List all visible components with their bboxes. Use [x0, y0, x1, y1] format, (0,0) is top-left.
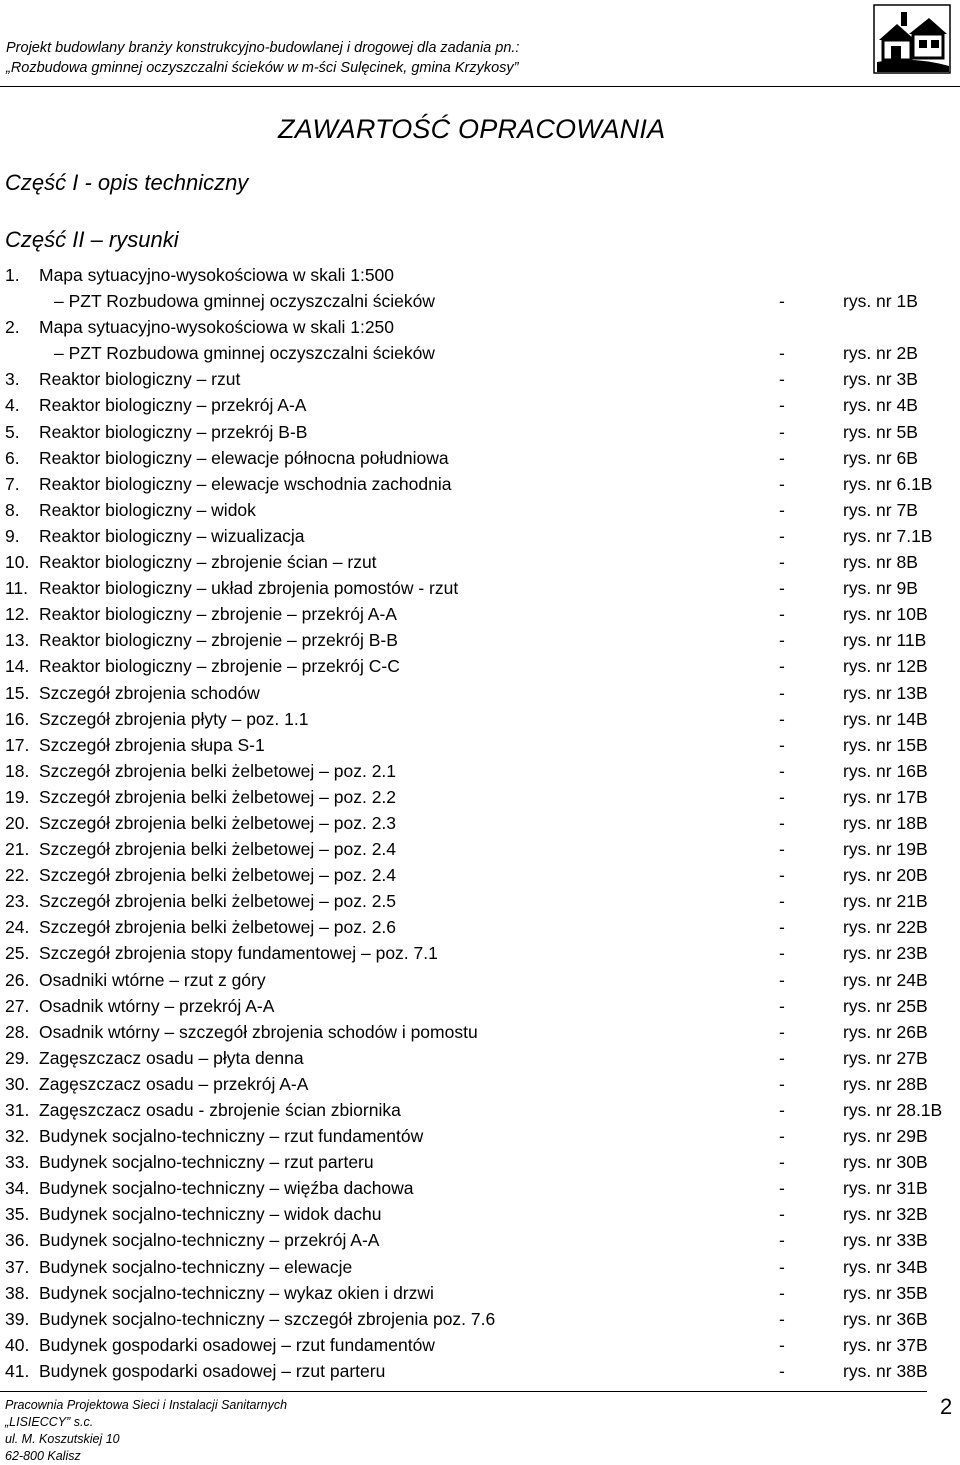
- item-number: 17.: [5, 734, 30, 755]
- footer-address: [5, 1397, 287, 1465]
- item-drawing-ref: rys. nr 4B: [843, 395, 918, 416]
- item-dash: -: [779, 499, 785, 520]
- item-dash: -: [779, 865, 785, 886]
- item-drawing-ref: rys. nr 5B: [843, 421, 918, 442]
- list-item: [5, 706, 957, 732]
- item-text: Szczegół zbrojenia belki żelbetowej – poz. 2.5: [39, 891, 397, 912]
- item-dash: -: [779, 1256, 785, 1277]
- item-drawing-ref: rys. nr 7.1B: [843, 525, 933, 546]
- item-text: Reaktor biologiczny – przekrój A-A: [39, 395, 307, 416]
- item-dash: -: [779, 1308, 785, 1329]
- item-dash: -: [779, 812, 785, 833]
- item-text: Reaktor biologiczny – widok: [39, 499, 256, 520]
- item-drawing-ref: rys. nr 37B: [843, 1334, 928, 1355]
- item-text: Szczegół zbrojenia belki żelbetowej – poz. 2.4: [39, 865, 397, 886]
- footer-line-3: ul. M. Koszutskiej 10: [5, 1432, 120, 1446]
- list-item: [5, 1306, 957, 1332]
- list-item: [5, 1201, 957, 1227]
- item-text: Reaktor biologiczny – elewacje wschodnia zachodnia: [39, 473, 452, 494]
- item-number: 28.: [5, 1021, 30, 1042]
- item-drawing-ref: rys. nr 25B: [843, 995, 928, 1016]
- list-item: [5, 1175, 957, 1201]
- list-item: [5, 366, 957, 392]
- item-drawing-ref: rys. nr 13B: [843, 682, 928, 703]
- list-item: [5, 653, 957, 679]
- item-text: Budynek socjalno-techniczny – widok dachu: [39, 1204, 382, 1225]
- item-text: – PZT Rozbudowa gminnej oczyszczalni ścieków: [54, 343, 435, 364]
- item-drawing-ref: rys. nr 15B: [843, 734, 928, 755]
- list-item: [5, 1358, 957, 1384]
- list-item: [5, 340, 957, 366]
- item-drawing-ref: rys. nr 3B: [843, 369, 918, 390]
- item-text: Budynek socjalno-techniczny – więźba dachowa: [39, 1178, 414, 1199]
- item-drawing-ref: rys. nr 30B: [843, 1152, 928, 1173]
- item-drawing-ref: rys. nr 24B: [843, 969, 928, 990]
- item-text: Reaktor biologiczny – zbrojenie – przekrój A-A: [39, 604, 397, 625]
- item-number: 14.: [5, 656, 30, 677]
- item-number: 23.: [5, 891, 30, 912]
- list-item: [5, 575, 957, 601]
- list-item: [5, 1071, 957, 1097]
- item-dash: -: [779, 552, 785, 573]
- list-item: [5, 523, 957, 549]
- item-text: Osadniki wtórne – rzut z góry: [39, 969, 266, 990]
- list-item: [5, 549, 957, 575]
- item-number: 39.: [5, 1308, 30, 1329]
- list-item: [5, 836, 957, 862]
- item-dash: -: [779, 995, 785, 1016]
- item-dash: -: [779, 682, 785, 703]
- item-dash: -: [779, 395, 785, 416]
- item-number: 22.: [5, 865, 30, 886]
- item-text: Reaktor biologiczny – układ zbrojenia pomostów - rzut: [39, 578, 459, 599]
- item-drawing-ref: rys. nr 32B: [843, 1204, 928, 1225]
- item-number: 41.: [5, 1360, 30, 1381]
- item-number: 15.: [5, 682, 30, 703]
- footer-line-2: „LISIECCY” s.c.: [5, 1415, 94, 1429]
- item-text: Szczegół zbrojenia płyty – poz. 1.1: [39, 708, 309, 729]
- item-number: 7.: [5, 473, 20, 494]
- item-drawing-ref: rys. nr 38B: [843, 1360, 928, 1381]
- list-item: [5, 419, 957, 445]
- list-item: [5, 967, 957, 993]
- item-drawing-ref: rys. nr 31B: [843, 1178, 928, 1199]
- item-number: 1.: [5, 265, 20, 285]
- document-header: [6, 38, 866, 78]
- item-text: Szczegół zbrojenia słupa S-1: [39, 734, 265, 755]
- item-text: Osadnik wtórny – szczegół zbrojenia schodów i pomostu: [39, 1021, 478, 1042]
- item-number: 30.: [5, 1073, 30, 1094]
- item-text: Budynek socjalno-techniczny – rzut parteru: [39, 1152, 374, 1173]
- list-item: [5, 1254, 957, 1280]
- item-dash: -: [779, 1100, 785, 1120]
- list-item: [5, 497, 957, 523]
- item-text: Mapa sytuacyjno-wysokościowa w skali 1:500: [39, 265, 395, 285]
- item-drawing-ref: rys. nr 29B: [843, 1126, 928, 1147]
- item-drawing-ref: rys. nr 23B: [843, 943, 928, 964]
- list-item: [5, 262, 957, 288]
- item-dash: -: [779, 1152, 785, 1173]
- item-dash: -: [779, 1334, 785, 1355]
- list-item: [5, 784, 957, 810]
- item-drawing-ref: rys. nr 11B: [843, 630, 927, 651]
- item-text: Reaktor biologiczny – rzut: [39, 369, 241, 390]
- item-number: 36.: [5, 1230, 30, 1251]
- item-drawing-ref: rys. nr 27B: [843, 1047, 928, 1068]
- item-text: Reaktor biologiczny – zbrojenie – przekrój C-C: [39, 656, 400, 677]
- item-dash: -: [779, 1230, 785, 1251]
- item-text: Reaktor biologiczny – zbrojenie – przekrój B-B: [39, 630, 398, 651]
- list-item: [5, 1149, 957, 1175]
- drawings-list: [5, 262, 957, 1384]
- item-text: Zagęszczacz osadu – przekrój A-A: [39, 1073, 309, 1094]
- list-item: [5, 1227, 957, 1253]
- item-number: 18.: [5, 760, 30, 781]
- item-drawing-ref: rys. nr 21B: [843, 891, 928, 912]
- item-drawing-ref: rys. nr 7B: [843, 499, 918, 520]
- item-text: Reaktor biologiczny – przekrój B-B: [39, 421, 308, 442]
- item-drawing-ref: rys. nr 18B: [843, 812, 928, 833]
- list-item: [5, 888, 957, 914]
- item-drawing-ref: rys. nr 2B: [843, 343, 918, 364]
- item-text: Szczegół zbrojenia stopy fundamentowej – poz. 7.1: [39, 943, 438, 964]
- part-2-heading: Część II – rysunki: [5, 227, 179, 252]
- item-drawing-ref: rys. nr 17B: [843, 786, 928, 807]
- header-divider: [0, 86, 960, 87]
- item-dash: -: [779, 969, 785, 990]
- item-number: 21.: [5, 839, 30, 860]
- item-text: Budynek socjalno-techniczny – wykaz okien i drzwi: [39, 1282, 434, 1303]
- item-text: Zagęszczacz osadu - zbrojenie ścian zbiornika: [39, 1100, 401, 1120]
- item-number: 3.: [5, 369, 20, 390]
- list-item: [5, 1097, 957, 1123]
- header-line-2: „Rozbudowa gminnej oczyszczalni ścieków w m-ści Sulęcinek, gmina Krzykosy”: [6, 60, 519, 76]
- item-drawing-ref: rys. nr 16B: [843, 760, 928, 781]
- item-number: 20.: [5, 812, 30, 833]
- item-drawing-ref: rys. nr 14B: [843, 708, 928, 729]
- item-number: 5.: [5, 421, 20, 442]
- item-text: Budynek socjalno-techniczny – rzut fundamentów: [39, 1126, 424, 1147]
- list-item: [5, 732, 957, 758]
- item-text: Reaktor biologiczny – zbrojenie ścian – rzut: [39, 552, 377, 573]
- item-drawing-ref: rys. nr 36B: [843, 1308, 928, 1329]
- item-number: 8.: [5, 499, 20, 520]
- item-dash: -: [779, 525, 785, 546]
- item-drawing-ref: rys. nr 33B: [843, 1230, 928, 1251]
- item-text: – PZT Rozbudowa gminnej oczyszczalni ścieków: [54, 291, 435, 312]
- item-dash: -: [779, 708, 785, 729]
- item-drawing-ref: rys. nr 20B: [843, 865, 928, 886]
- list-item: [5, 314, 957, 340]
- item-dash: -: [779, 1282, 785, 1303]
- list-item: [5, 1045, 957, 1071]
- list-item: [5, 810, 957, 836]
- list-item: [5, 1332, 957, 1358]
- item-number: 26.: [5, 969, 30, 990]
- item-drawing-ref: rys. nr 8B: [843, 552, 918, 573]
- page-number: 2: [940, 1394, 953, 1419]
- item-dash: -: [779, 891, 785, 912]
- list-item: [5, 627, 957, 653]
- item-dash: -: [779, 1204, 785, 1225]
- item-dash: -: [779, 473, 785, 494]
- item-number: 25.: [5, 943, 30, 964]
- list-item: [5, 680, 957, 706]
- list-item: [5, 862, 957, 888]
- item-text: Szczegół zbrojenia belki żelbetowej – poz. 2.6: [39, 917, 397, 938]
- item-dash: -: [779, 760, 785, 781]
- item-dash: -: [779, 1021, 785, 1042]
- list-item: [5, 758, 957, 784]
- footer-line-1: Pracownia Projektowa Sieci i Instalacji Sanitarnych: [5, 1398, 288, 1412]
- item-number: 27.: [5, 995, 30, 1016]
- item-text: Szczegół zbrojenia belki żelbetowej – poz. 2.1: [39, 760, 397, 781]
- item-drawing-ref: rys. nr 9B: [843, 578, 918, 599]
- list-item: [5, 940, 957, 966]
- item-dash: -: [779, 369, 785, 390]
- item-number: 37.: [5, 1256, 30, 1277]
- item-dash: -: [779, 943, 785, 964]
- item-number: 19.: [5, 786, 30, 807]
- item-text: Szczegół zbrojenia belki żelbetowej – poz. 2.3: [39, 812, 397, 833]
- item-drawing-ref: rys. nr 28B: [843, 1073, 928, 1094]
- footer-divider: [0, 1391, 927, 1392]
- list-item: [5, 914, 957, 940]
- item-dash: -: [779, 447, 785, 468]
- item-dash: -: [779, 343, 785, 364]
- item-text: Szczegół zbrojenia schodów: [39, 682, 260, 703]
- item-text: Szczegół zbrojenia belki żelbetowej – poz. 2.2: [39, 786, 397, 807]
- item-dash: -: [779, 839, 785, 860]
- item-number: 38.: [5, 1282, 30, 1303]
- list-item: [5, 993, 957, 1019]
- item-dash: -: [779, 786, 785, 807]
- item-number: 9.: [5, 525, 20, 546]
- item-drawing-ref: rys. nr 22B: [843, 917, 928, 938]
- item-number: 16.: [5, 708, 30, 729]
- item-number: 32.: [5, 1126, 30, 1147]
- item-drawing-ref: rys. nr 28.1B: [843, 1100, 943, 1120]
- footer-line-4: 62-800 Kalisz: [5, 1449, 81, 1463]
- item-dash: -: [779, 578, 785, 599]
- item-text: Budynek gospodarki osadowej – rzut parteru: [39, 1360, 386, 1381]
- item-dash: -: [779, 1126, 785, 1147]
- item-drawing-ref: rys. nr 34B: [843, 1256, 928, 1277]
- item-number: 11.: [5, 578, 29, 599]
- item-drawing-ref: rys. nr 12B: [843, 656, 928, 677]
- item-text: Szczegół zbrojenia belki żelbetowej – poz. 2.4: [39, 839, 397, 860]
- item-number: 10.: [5, 552, 30, 573]
- part-1-heading: Część I - opis techniczny: [5, 170, 249, 195]
- item-text: Budynek socjalno-techniczny – szczegół zbrojenia poz. 7.6: [39, 1308, 496, 1329]
- page-title: ZAWARTOŚĆ OPRACOWANIA: [278, 114, 666, 144]
- item-dash: -: [779, 421, 785, 442]
- list-item: [5, 471, 957, 497]
- item-text: Budynek socjalno-techniczny – elewacje: [39, 1256, 353, 1277]
- item-dash: -: [779, 656, 785, 677]
- list-item: [5, 445, 957, 471]
- list-item: [5, 392, 957, 418]
- item-dash: -: [779, 1047, 785, 1068]
- item-text: Osadnik wtórny – przekrój A-A: [39, 995, 275, 1016]
- list-item: [5, 601, 957, 627]
- item-drawing-ref: rys. nr 6.1B: [843, 473, 933, 494]
- item-drawing-ref: rys. nr 1B: [843, 291, 918, 312]
- item-dash: -: [779, 917, 785, 938]
- item-dash: -: [779, 291, 785, 312]
- item-drawing-ref: rys. nr 19B: [843, 839, 928, 860]
- item-text: Mapa sytuacyjno-wysokościowa w skali 1:250: [39, 317, 395, 338]
- item-number: 34.: [5, 1178, 30, 1199]
- item-number: 31.: [5, 1100, 30, 1120]
- item-text: Reaktor biologiczny – wizualizacja: [39, 525, 305, 546]
- item-drawing-ref: rys. nr 26B: [843, 1021, 928, 1042]
- list-item: [5, 288, 957, 314]
- item-drawing-ref: rys. nr 35B: [843, 1282, 928, 1303]
- item-dash: -: [779, 1178, 785, 1199]
- item-dash: -: [779, 604, 785, 625]
- item-text: Budynek gospodarki osadowej – rzut fundamentów: [39, 1334, 435, 1355]
- item-number: 33.: [5, 1152, 30, 1173]
- item-number: 24.: [5, 917, 30, 938]
- item-number: 6.: [5, 447, 20, 468]
- list-item: [5, 1280, 957, 1306]
- item-number: 13.: [5, 630, 30, 651]
- item-number: 29.: [5, 1047, 30, 1068]
- item-drawing-ref: rys. nr 6B: [843, 447, 918, 468]
- item-text: Budynek socjalno-techniczny – przekrój A-A: [39, 1230, 380, 1251]
- item-number: 2.: [5, 317, 20, 338]
- item-dash: -: [779, 630, 785, 651]
- list-item: [5, 1123, 957, 1149]
- company-logo-icon: [873, 4, 951, 74]
- item-number: 4.: [5, 395, 20, 416]
- item-drawing-ref: rys. nr 10B: [843, 604, 928, 625]
- item-dash: -: [779, 734, 785, 755]
- item-text: Zagęszczacz osadu – płyta denna: [39, 1047, 304, 1068]
- header-line-1: Projekt budowlany branży konstrukcyjno-budowlanej i drogowej dla zadania pn.:: [6, 40, 520, 56]
- list-item: [5, 1019, 957, 1045]
- item-text: Reaktor biologiczny – elewacje północna południowa: [39, 447, 449, 468]
- item-number: 35.: [5, 1204, 30, 1225]
- item-number: 40.: [5, 1334, 30, 1355]
- item-dash: -: [779, 1073, 785, 1094]
- item-dash: -: [779, 1360, 785, 1381]
- item-number: 12.: [5, 604, 30, 625]
